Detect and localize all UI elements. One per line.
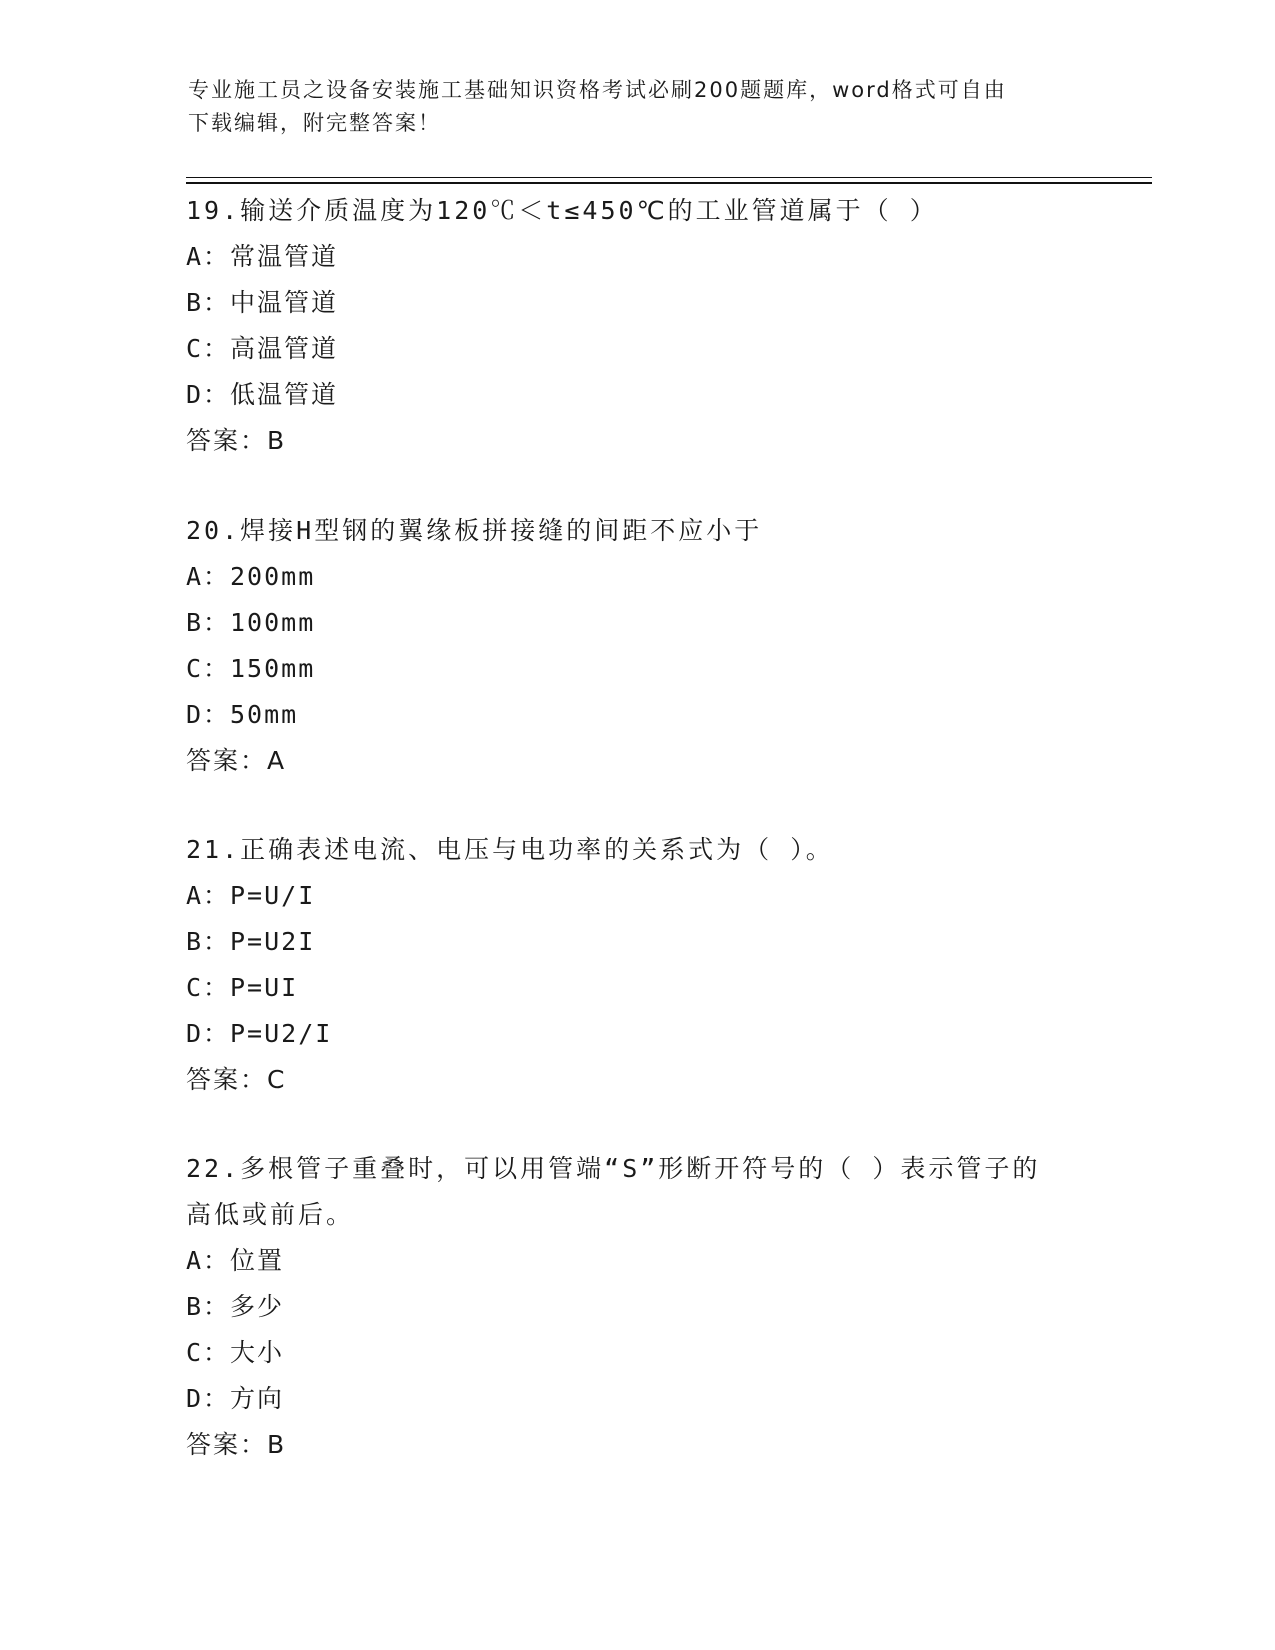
- option-b: [186, 600, 1086, 646]
- question-block: [186, 508, 1086, 784]
- option-b: [186, 1284, 1086, 1330]
- question-stem: 19.输送介质温度为120℃＜t≤450℃的工业管道属于（ ）: [186, 196, 938, 225]
- answer-line: 答案：A: [186, 746, 287, 775]
- option-text: 低温管道: [230, 380, 339, 409]
- option-text: 100mm: [230, 608, 316, 637]
- option-letter: B：: [186, 1292, 231, 1321]
- option-letter: C：: [186, 334, 231, 363]
- option-letter: D：: [186, 700, 231, 729]
- option-d: [186, 1011, 1086, 1057]
- question-block: [186, 1146, 1086, 1468]
- option-letter: B：: [186, 288, 231, 317]
- header-divider-thin: [186, 177, 1152, 178]
- option-text: P=UI: [230, 973, 299, 1002]
- question-block: [186, 188, 1086, 464]
- option-d: [186, 1376, 1086, 1422]
- option-c: [186, 1330, 1086, 1376]
- option-letter: C：: [186, 1338, 231, 1367]
- option-d: [186, 692, 1086, 738]
- answer-line: 答案：B: [186, 1430, 287, 1459]
- option-text: 50mm: [230, 700, 299, 729]
- header-divider-thick: [186, 182, 1152, 184]
- header-line-1: 专业施工员之设备安装施工基础知识资格考试必刷200题题库，word格式可自由: [188, 78, 1007, 102]
- question-stem-continuation: 高低或前后。: [186, 1200, 355, 1229]
- option-text: P=U2/I: [230, 1019, 333, 1048]
- question-block: [186, 827, 1086, 1103]
- document-header: [188, 74, 1068, 140]
- option-text: 常温管道: [230, 242, 339, 271]
- option-c: [186, 965, 1086, 1011]
- option-letter: B：: [186, 927, 231, 956]
- answer-line: 答案：C: [186, 1065, 287, 1094]
- answer-line: 答案：B: [186, 426, 287, 455]
- option-text: P=U/I: [230, 881, 316, 910]
- question-stem: 20.焊接H型钢的翼缘板拼接缝的间距不应小于: [186, 516, 763, 545]
- option-letter: C：: [186, 973, 231, 1002]
- option-a: [186, 1238, 1086, 1284]
- option-text: P=U2I: [230, 927, 316, 956]
- option-text: 中温管道: [230, 288, 339, 317]
- option-text: 200mm: [230, 562, 316, 591]
- option-text: 多少: [230, 1292, 285, 1321]
- option-letter: C：: [186, 654, 231, 683]
- option-a: [186, 873, 1086, 919]
- option-c: [186, 326, 1086, 372]
- option-text: 大小: [230, 1338, 285, 1367]
- question-stem: 22.多根管子重叠时，可以用管端“S”形断开符号的（ ）表示管子的: [186, 1154, 1041, 1183]
- option-letter: D：: [186, 1019, 231, 1048]
- option-text: 位置: [230, 1246, 285, 1275]
- option-letter: A：: [186, 562, 231, 591]
- option-a: [186, 554, 1086, 600]
- option-text: 方向: [230, 1384, 285, 1413]
- option-letter: D：: [186, 1384, 231, 1413]
- option-c: [186, 646, 1086, 692]
- question-stem: 21.正确表述电流、电压与电功率的关系式为（ ）。: [186, 835, 834, 864]
- option-letter: A：: [186, 881, 231, 910]
- option-letter: D：: [186, 380, 231, 409]
- option-b: [186, 280, 1086, 326]
- option-letter: A：: [186, 1246, 231, 1275]
- header-line-2: 下载编辑，附完整答案！: [188, 111, 441, 135]
- option-letter: A：: [186, 242, 231, 271]
- option-d: [186, 372, 1086, 418]
- option-text: 高温管道: [230, 334, 339, 363]
- option-letter: B：: [186, 608, 231, 637]
- option-text: 150mm: [230, 654, 316, 683]
- option-b: [186, 919, 1086, 965]
- option-a: [186, 234, 1086, 280]
